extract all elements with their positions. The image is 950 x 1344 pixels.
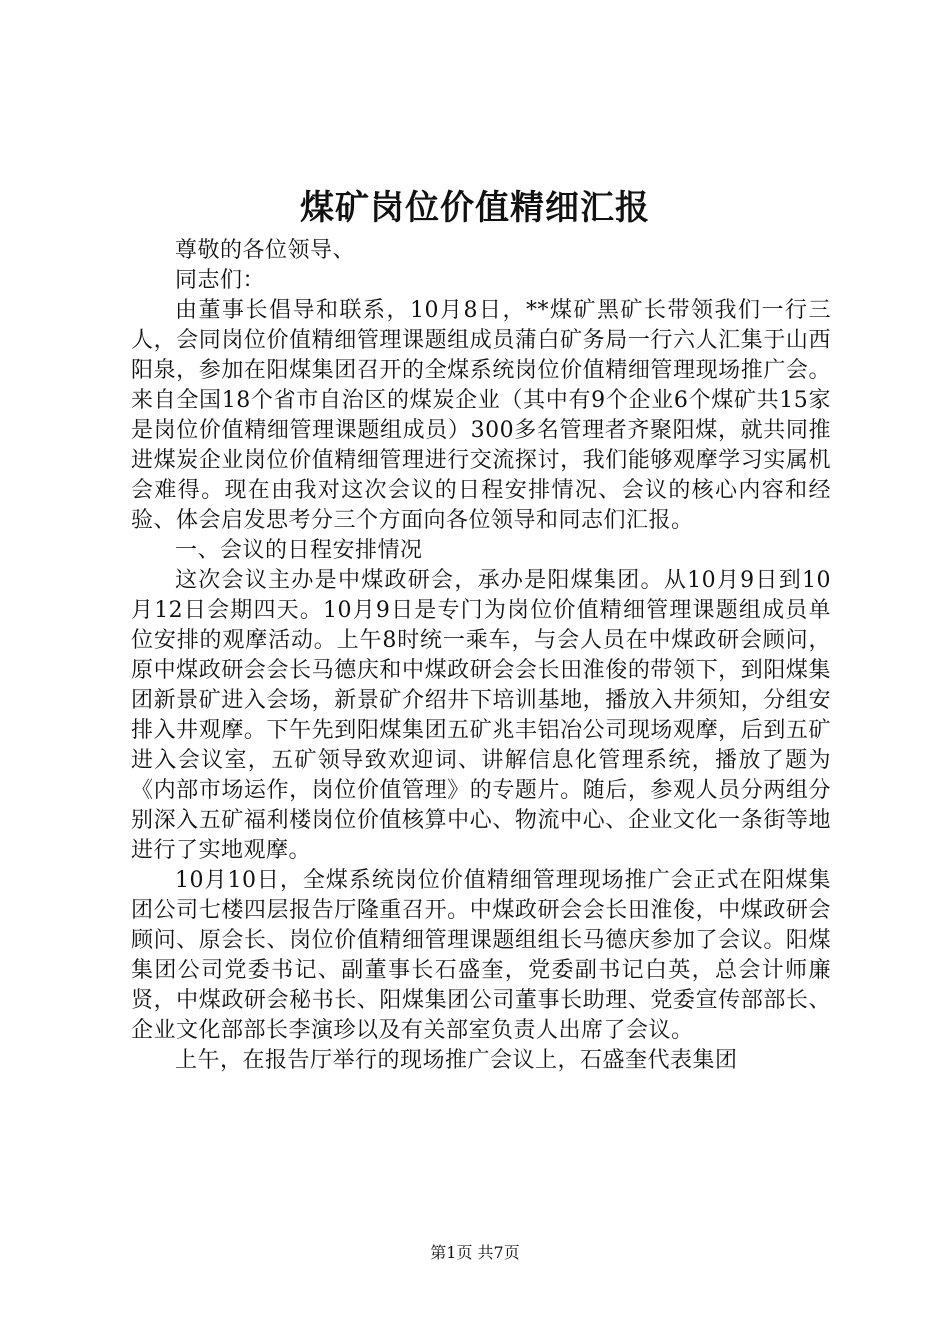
salutation-line-1: 尊敬的各位领导、: [175, 238, 356, 263]
paragraph-oct10: 10月10日，全煤系统岗位价值精细管理现场推广会正式在阳煤集团公司七楼四层报告厅隆重召开。中煤政研会会长田淮俊，中煤政研会顾问、原会长、岗位价值精细管理课题组组长马德庆参加了会议。阳煤集团公司党委书记、副董事长石盛奎，党委副书记白英，总会计师廉贤，中煤政研会秘书长、阳煤集团公司董事长助理、党委宣传部部长、企业文化部部长李演珍以及有关部室负责人出席了会议。: [131, 868, 831, 1043]
paragraph-schedule: 这次会议主办是中煤政研会，承办是阳煤集团。从10月9日到10月12日会期四天。10月9日是专门为岗位价值精细管理课题组成员单位安排的观摩活动。上午8时统一乘车，与会人员在中煤政研会顾问，原中煤政研会会长马德庆和中煤政研会会长田淮俊的带领下，到阳煤集团新景矿进入会场，新景矿介绍井下培训基地，播放入井须知，分组安排入井观摩。下午先到阳煤集团五矿兆丰铝冶公司现场观摩，后到五矿进入会议室，五矿领导致欢迎词、讲解信息化管理系统，播放了题为《内部市场运作，岗位价值管理》的专题片。随后，参观人员分两组分别深入五矿福利楼岗位价值核算中心、物流中心、企业文化一条街等地进行了实地观摩。: [131, 568, 831, 863]
paragraph-morning: 上午，在报告厅举行的现场推广会议上，石盛奎代表集团: [175, 1048, 738, 1073]
section-heading-1: 一、会议的日程安排情况: [175, 538, 423, 563]
page-footer: 第1页 共7页: [430, 1243, 520, 1262]
document-body: [131, 236, 831, 1076]
paragraph-intro: 由董事长倡导和联系，10月8日，**煤矿黑矿长带领我们一行三人，会同岗位价值精细管理课题组成员蒲白矿务局一行六人汇集于山西阳泉，参加在阳煤集团召开的全煤系统岗位价值精细管理现场推广会。来自全国18个省市自治区的煤炭企业（其中有9个企业6个煤矿共15家是岗位价值精细管理课题组成员）300多名管理者齐聚阳煤，就共同推进煤炭企业岗位价值精细管理进行交流探讨，我们能够观摩学习实属机会难得。现在由我对这次会议的日程安排情况、会议的核心内容和经验、体会启发思考分三个方面向各位领导和同志们汇报。: [131, 298, 831, 533]
salutation-line-2: 同志们：: [175, 268, 266, 293]
document-title: 煤矿岗位价值精细汇报: [300, 188, 650, 228]
